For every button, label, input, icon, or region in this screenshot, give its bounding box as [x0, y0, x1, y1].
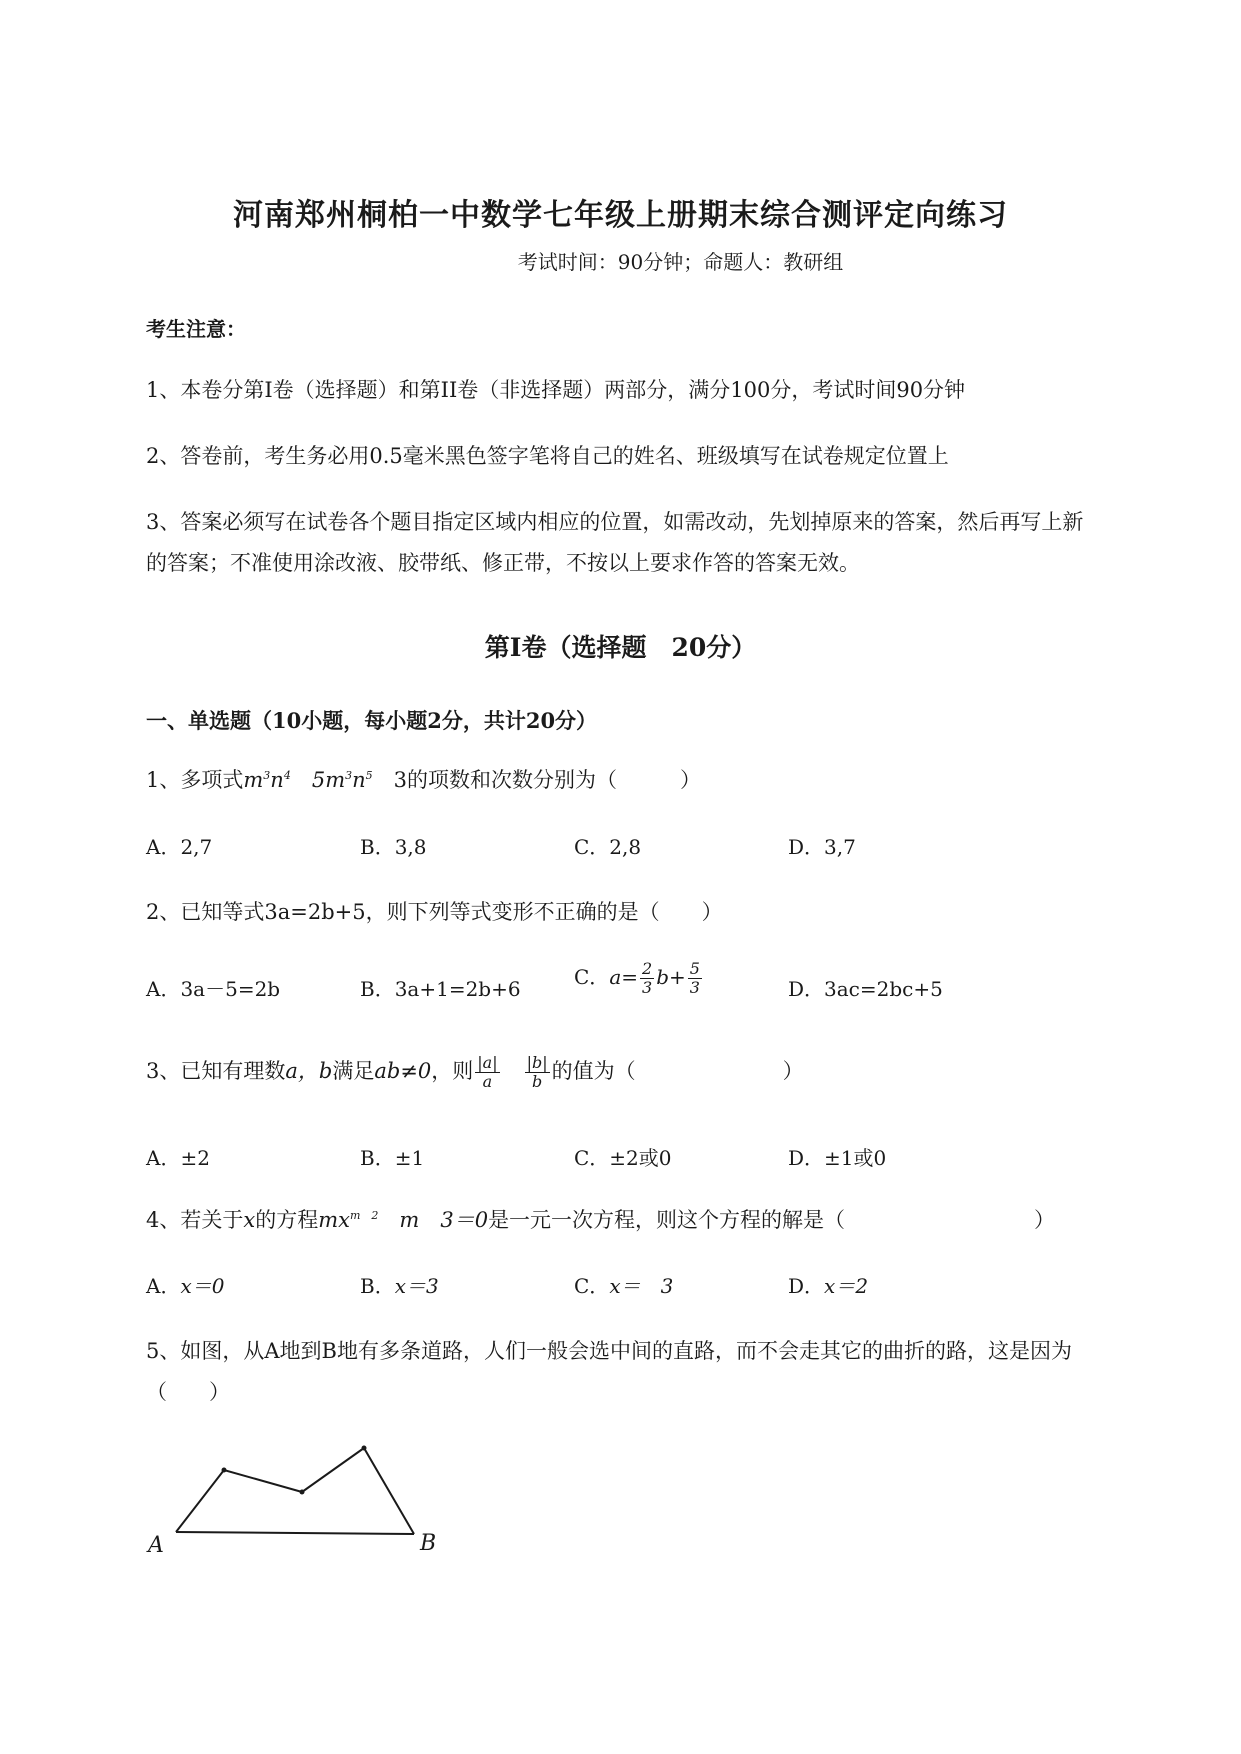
q2-option-b[interactable]: B．3a+1=2b+6: [360, 977, 521, 1001]
question-4: [146, 1204, 1055, 1234]
straight-route: [176, 1532, 414, 1534]
question-4-var: x: [243, 1208, 256, 1232]
q3-option-b[interactable]: B．±1: [360, 1146, 425, 1170]
q4-option-a-formula: x＝0: [180, 1274, 225, 1298]
point-a-label: A: [148, 1533, 164, 1558]
q2-option-c-label: C．: [574, 965, 610, 989]
q4-option-b[interactable]: [360, 1270, 439, 1299]
question-4-suffix: 是一元一次方程，则这个方程的解是（ ）: [488, 1208, 1056, 1232]
question-3-prefix: 3、已知有理数: [146, 1059, 286, 1083]
question-1: [146, 764, 701, 794]
q3-option-c[interactable]: C．±2或0: [574, 1146, 672, 1170]
question-1-prefix: 1、多项式: [146, 768, 244, 792]
question-2: 2、已知等式3a=2b+5，则下列等式变形不正确的是（ ）: [146, 900, 723, 924]
q2-option-d[interactable]: D．3ac=2bc+5: [788, 977, 943, 1001]
question-3-vars: a，b: [285, 1059, 333, 1083]
q4-option-d-label: D．: [788, 1274, 825, 1298]
question-5: 5、如图，从A地到B地有多条道路，人们一般会选中间的直路，而不会走其它的曲折的路，这是因为: [146, 1339, 1072, 1363]
q4-option-a-label: A．: [146, 1274, 181, 1298]
winding-route: [176, 1448, 414, 1534]
q4-option-a[interactable]: [146, 1270, 224, 1299]
q4-option-c[interactable]: [574, 1270, 673, 1299]
notice-item-1: 1、本卷分第I卷（选择题）和第II卷（非选择题）两部分，满分100分，考试时间90分钟: [146, 378, 966, 402]
question-3-condition: ab≠0: [374, 1059, 432, 1083]
notice-item-3-cont: 的答案；不准使用涂改液、胶带纸、修正带，不按以上要求作答的答案无效。: [146, 551, 860, 575]
question-1-suffix: 3的项数和次数分别为（ ）: [393, 768, 702, 792]
question-3-suffix: 的值为（ ）: [551, 1059, 804, 1083]
part-title: 一、单选题（10小题，每小题2分，共计20分）: [146, 708, 598, 733]
question-3-mid: 满足: [332, 1059, 375, 1083]
question-5-cont: （ ）: [146, 1380, 230, 1404]
q4-option-d[interactable]: [788, 1270, 868, 1299]
notice-heading: 考生注意：: [146, 317, 246, 341]
q2-option-c[interactable]: [574, 960, 704, 997]
page-title: 河南郑州桐柏一中数学七年级上册期末综合测评定向练习: [233, 198, 1008, 233]
q4-option-d-formula: x＝2: [824, 1274, 869, 1298]
question-3-expression: $\frac{|a|}{a}$ $\frac{|b|}{b}$: [477, 1053, 548, 1091]
q1-option-c[interactable]: C．2,8: [574, 835, 642, 859]
question-4-prefix: 4、若关于: [146, 1208, 244, 1232]
q4-option-c-label: C．: [574, 1274, 610, 1298]
question-1-expression: $m^3n^4$ $5m^3n^5$: [243, 768, 373, 792]
point-b-label: B: [420, 1531, 437, 1556]
route-point: [362, 1446, 367, 1451]
q3-option-d[interactable]: D．±1或0: [788, 1146, 887, 1170]
q4-option-b-formula: x＝3: [394, 1274, 439, 1298]
q3-option-a[interactable]: A．±2: [146, 1146, 210, 1170]
question-4-equation: $mx^{m 2}$ m 3＝0: [318, 1208, 489, 1232]
question-3: [146, 1054, 804, 1091]
q1-option-d[interactable]: D．3,7: [788, 835, 856, 859]
q4-option-b-label: B．: [360, 1274, 395, 1298]
notice-item-3: 3、答案必须写在试卷各个题目指定区域内相应的位置，如需改动，先划掉原来的答案，然后再写上新: [146, 510, 1084, 534]
q1-option-b[interactable]: B．3,8: [360, 835, 427, 859]
notice-item-2: 2、答卷前，考生务必用0.5毫米黑色签字笔将自己的姓名、班级填写在试卷规定位置上: [146, 444, 949, 468]
question-4-mid: 的方程: [255, 1208, 319, 1232]
route-point: [222, 1468, 227, 1473]
q4-option-c-formula: x＝ 3: [609, 1274, 674, 1298]
route-point: [300, 1490, 305, 1495]
exam-info: 考试时间：90分钟；命题人：教研组: [517, 250, 844, 274]
route-figure: [140, 1430, 470, 1560]
section-title: 第I卷（选择题 20分）: [484, 633, 757, 662]
q2-option-c-formula: a= $\frac{2}{3}$ b+ $\frac{5}{3}$: [609, 959, 700, 997]
q1-option-a[interactable]: A．2,7: [146, 835, 213, 859]
question-3-mid2: ，则: [431, 1059, 474, 1083]
q2-option-a[interactable]: A．3a－5=2b: [146, 977, 281, 1001]
